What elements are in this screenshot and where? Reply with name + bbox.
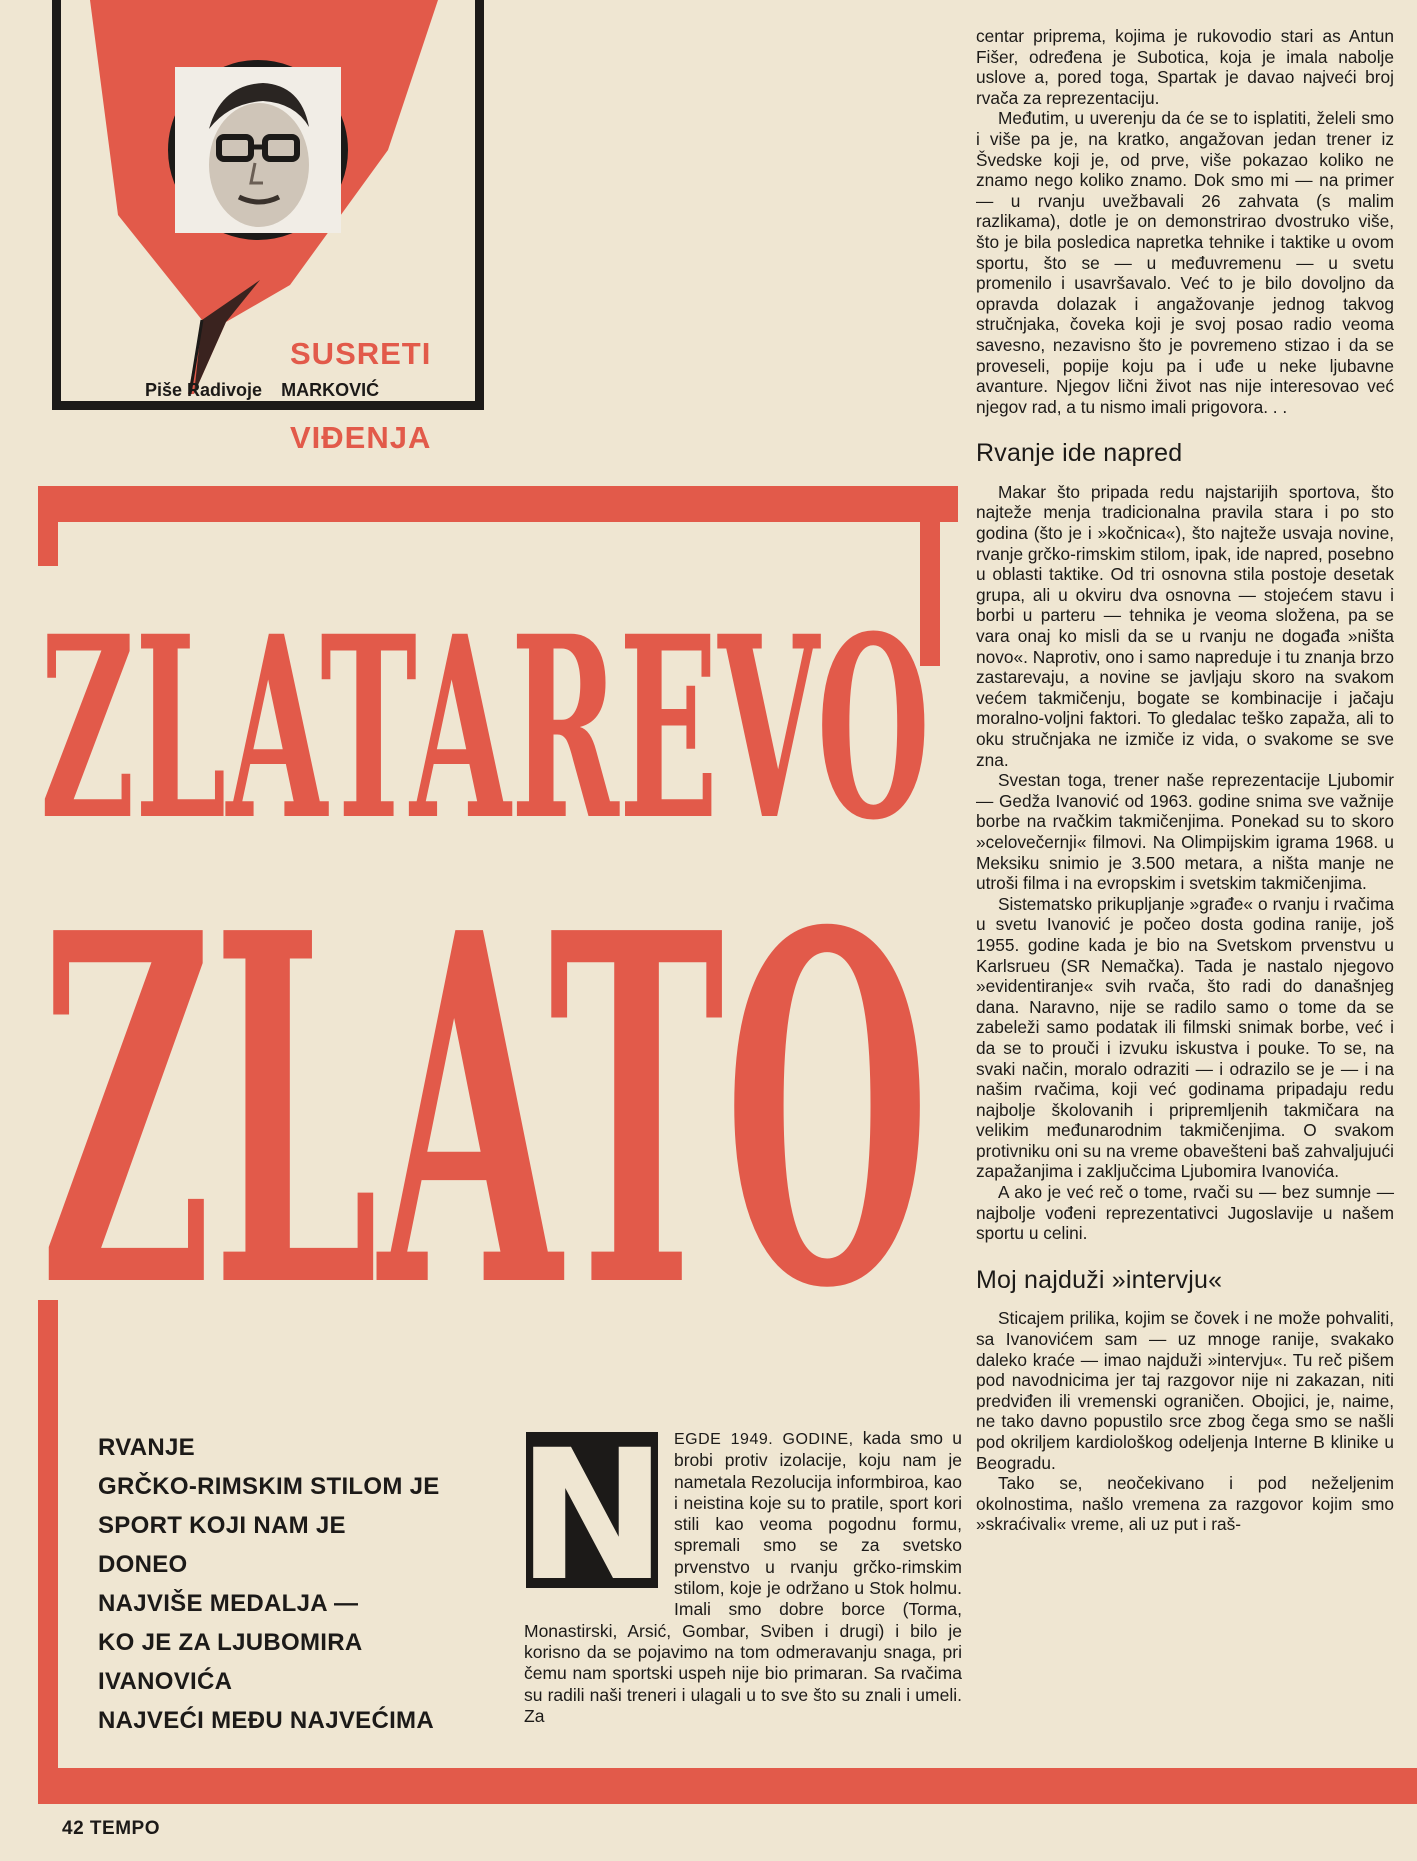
subheading-line: GRČKO-RIMSKIM STILOM JE	[98, 1473, 440, 1500]
subheading-line: NAJVEĆI MEĐU NAJVEĆIMA	[98, 1707, 434, 1734]
subheading-line: NAJVIŠE MEDALJA —	[98, 1590, 359, 1617]
byline	[145, 380, 379, 401]
paragraph: Makar što pripada redu najstarijih sportova, što najteže menja tradicionalna pravila stara i po sto godina (što je i »kočnica«), što najteže usvaja novine, rvanje grčko-rimskim stilom, ipak, ide napred, posebno u oblasti taktike. Od tri osnovna stila postoje desetak grupa, ali u okviru dva osnovna — stojećem stavu i borbi u parteru — tehnika je veoma složena, pa se vara onaj ko misli da se u rvanju ne događa »ništa novo«. Naprotiv, ono i samo napreduje i tu znanja brzo zastarevaju, a novine se javljaju skoro na svakom većem takmičenju, bogate se kombinacije i jačaju moralno-voljni faktori. To gledalac teško zapaža, ali to oku stručnjaka ne izmiče iz vida, o svakome se sve zna.	[976, 481, 1394, 770]
subheading	[98, 1428, 518, 1740]
paragraph: Sticajem prilika, kojim se čovek i ne može pohvaliti, sa Ivanovićem sam — uz mnoge ranije, svakako daleko kraće — imao najduži »intervju«. Tu reč pišem pod navodnicima jer taj razgovor nije ni zakazan, niti predviđen ili vremenski ograničen. Obojici, je, naime, ne tako davno popustilo srce zbog čega smo se našli pod okriljem kardiološkog odeljenja Interne B klinike u Beogradu.	[976, 1308, 1394, 1473]
magazine-name: TEMPO	[89, 1818, 160, 1839]
page-footer	[62, 1818, 160, 1840]
subheading-line: SPORT KOJI NAM JE	[98, 1512, 346, 1539]
red-frame-top	[38, 486, 958, 522]
paragraph: A ako je već reč o tome, rvači su — bez sumnje — najbolje vođeni reprezentativci Jugoslavije u našem sportu u celini.	[976, 1182, 1394, 1244]
series-label-susreti: SUSRETI	[290, 336, 432, 371]
byline-prefix: Piše Radivoje	[145, 380, 263, 400]
lead-caps: EGDE 1949. GODINE,	[674, 1431, 854, 1448]
drop-cap-letter: N	[516, 1412, 668, 1621]
red-frame-left-upper	[38, 486, 58, 566]
headline-line-1: ZLATAREVO	[40, 581, 930, 875]
paragraph: Međutim, u uverenju da će se to isplatiti, želeli smo i više pa je, na kratko, angažovan jedan trener iz Švedske koji je, od prve, više pokazao koliko ne znamo nego koliko znamo. Dok smo mi — na primer — u rvanju uvežbavali 26 zahvata (s malim razlikama), dotle je on demonstrirao dvostruko više, što je bila posledica napretka tehnike i taktike u ovom sportu, što se — u međuvremenu — u svetu promenilo i usavršavalo. Već to je bilo dovoljno da opravda dolazak i angažovanje jednog takvog stručnjaka, čoveka koji je svoj posao radio veoma savesno, nezavisno što je povremeno stizao i da se proveseli, popije koju pa i uđe u neke ljubavne avanture. Njegov lični život nas nije interesovao već njegov rad, a tu nismo imali prigovora. . .	[976, 108, 1394, 417]
subheading-line: KO JE ZA LJUBOMIRA	[98, 1629, 363, 1656]
paragraph: Tako se, neočekivano i pod neželjenim okolnostima, našlo vremena za razgovor kojim smo »skraćivali« vreme, ali uz put i raš-	[976, 1473, 1394, 1535]
red-frame-bottom	[38, 1768, 1417, 1804]
author-portrait	[168, 60, 348, 240]
drop-cap	[516, 1412, 668, 1621]
article-column-right	[976, 26, 1394, 1535]
section-heading: Rvanje ide napred	[976, 439, 1183, 468]
subheading-line: IVANOVIĆA	[98, 1668, 233, 1695]
section-heading: Moj najduži »intervju«	[976, 1265, 1223, 1294]
subheading-line: DONEO	[98, 1551, 188, 1578]
lead-body: kada smo u brobi protiv izolacije, koju nam je nametala Rezolucija informbiroa, kao i neistina koje su to pratile, sport kori stili kao veoma pogodnu formu, spremali smo se za svetsko prvenstvo u rvanju grčko-rimskim stilom, koje je održano u Stok holmu. Imali smo dobre borce (Torma, Monastirski, Arsić, Gombar, Sviben i drugi) i bilo je korisno da se pojavimo na tom odmeravanju snaga, pri čemu nam sportski uspeh nije bio primaran. Sa rvačima su radili naši treneri i ulagali u to sve što su znali i umeli. Za	[524, 1428, 962, 1726]
paragraph: Svestan toga, trener naše reprezentacije Ljubomir — Gedža Ivanović od 1963. godine snima sve važnije borbe na rvačkim takmičenjima. Ponekad su to skoro »celovečernji« filmovi. Na Olimpijskim igrama 1968. u Meksiku snimio je 3.500 metara, a ništa manje ne utroši filma i na evropskim i svetskim takmičenjima.	[976, 770, 1394, 894]
paragraph: Sistematsko prikupljanje »građe« o rvanju i rvačima u svetu Ivanović je počeo dosta godina ranije, još 1955. godine kada je bio na Svetskom prvenstvu u Karlsrueu (SR Nemačka). Tada je nastalo njegovo »evidentiranje« svih rvača, što radi do današnjeg dana. Naravno, nije se radilo samo o tome da se zabeleži samo podatak ili filmski snimak borbe, već i da se to prouči i izvuku iskustva i pouke. To se, na svaki način, moralo odraziti — i odrazilo se je — i na našim rvačima, koji već godinama pripadaju redu najbolje školovanih i pripremljenih takmičara na velikim međunarodnim takmičenjima. O svakom protivniku oni su na vreme obavešteni baš zahvaljujući zapažanjima i zaključcima Ljubomira Ivanovića.	[976, 893, 1394, 1182]
paragraph: centar priprema, kojima je rukovodio stari as Antun Fišer, određena je Subotica, koja je imala nabolje uslove a, pored toga, Spartak je davao najveći broj rvača za reprezentaciju.	[976, 26, 1394, 108]
series-label-vidjenja: VIĐENJA	[290, 420, 432, 455]
headline-line-2: ZLATO	[40, 830, 930, 1394]
byline-name: MARKOVIĆ	[281, 380, 380, 400]
page-number: 42	[62, 1818, 85, 1839]
subheading-line: RVANJE	[98, 1434, 195, 1461]
headline	[40, 580, 940, 1394]
